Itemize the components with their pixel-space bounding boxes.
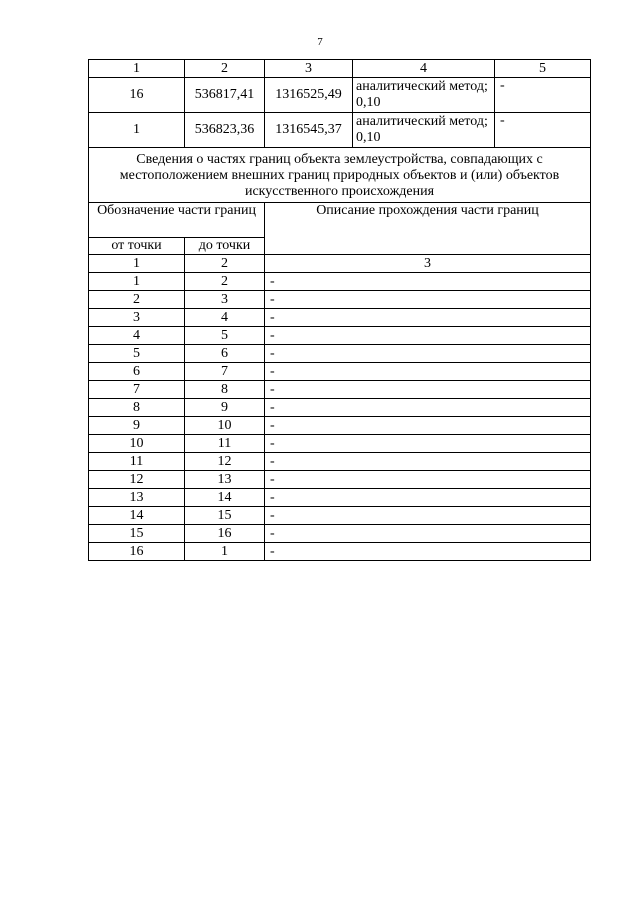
from-point: 7 — [89, 381, 185, 399]
determination-method: аналитический метод; 0,10 — [353, 78, 495, 113]
to-point: 10 — [185, 417, 265, 435]
table-row — [89, 273, 591, 291]
to-point: 7 — [185, 363, 265, 381]
table-row — [89, 363, 591, 381]
part-description: - — [265, 525, 591, 543]
from-point: 1 — [89, 273, 185, 291]
description-header: Описание прохождения части границ — [265, 203, 591, 255]
part-col-2: 2 — [185, 255, 265, 273]
header-col-4: 4 — [353, 60, 495, 78]
point-number: 16 — [89, 78, 185, 113]
coordinate-row — [89, 113, 591, 148]
part-description: - — [265, 273, 591, 291]
from-point: 6 — [89, 363, 185, 381]
coordinate-x: 536817,41 — [185, 78, 265, 113]
table-row — [89, 345, 591, 363]
to-point: 16 — [185, 525, 265, 543]
from-point: 14 — [89, 507, 185, 525]
section-title: Сведения о частях границ объекта землеустройства, совпадающих с местоположением внешних границ природных объектов и (или) объектов искусственного происхождения — [89, 148, 591, 203]
from-point: 2 — [89, 291, 185, 309]
header-col-3: 3 — [265, 60, 353, 78]
part-description: - — [265, 507, 591, 525]
point-note: - — [495, 113, 591, 148]
table-row — [89, 525, 591, 543]
table-row — [89, 381, 591, 399]
designation-header: Обозначение части границ — [89, 203, 265, 238]
to-point: 15 — [185, 507, 265, 525]
to-point: 2 — [185, 273, 265, 291]
column-number-row — [89, 60, 591, 78]
table-row — [89, 489, 591, 507]
from-point: 9 — [89, 417, 185, 435]
to-point: 13 — [185, 471, 265, 489]
part-description: - — [265, 309, 591, 327]
table-row — [89, 507, 591, 525]
part-description: - — [265, 381, 591, 399]
table-row — [89, 309, 591, 327]
table-row — [89, 399, 591, 417]
part-description: - — [265, 417, 591, 435]
part-description: - — [265, 489, 591, 507]
to-point: 12 — [185, 453, 265, 471]
table-row — [89, 453, 591, 471]
header-col-5: 5 — [495, 60, 591, 78]
table-row — [89, 327, 591, 345]
part-description: - — [265, 453, 591, 471]
part-header-row — [89, 203, 591, 238]
point-number: 1 — [89, 113, 185, 148]
from-point: 12 — [89, 471, 185, 489]
from-point: 11 — [89, 453, 185, 471]
to-point: 8 — [185, 381, 265, 399]
determination-method: аналитический метод; 0,10 — [353, 113, 495, 148]
to-point: 3 — [185, 291, 265, 309]
from-point: 10 — [89, 435, 185, 453]
table-row — [89, 417, 591, 435]
to-point-header: до точки — [185, 238, 265, 255]
coordinate-y: 1316525,49 — [265, 78, 353, 113]
from-point: 13 — [89, 489, 185, 507]
from-point: 8 — [89, 399, 185, 417]
to-point: 4 — [185, 309, 265, 327]
boundary-table — [88, 59, 591, 561]
table-row — [89, 543, 591, 561]
coordinate-row — [89, 78, 591, 113]
section-title-row — [89, 148, 591, 203]
part-description: - — [265, 435, 591, 453]
header-col-1: 1 — [89, 60, 185, 78]
point-note: - — [495, 78, 591, 113]
part-description: - — [265, 345, 591, 363]
header-col-2: 2 — [185, 60, 265, 78]
to-point: 11 — [185, 435, 265, 453]
coordinate-x: 536823,36 — [185, 113, 265, 148]
to-point: 1 — [185, 543, 265, 561]
part-col-3: 3 — [265, 255, 591, 273]
part-col-1: 1 — [89, 255, 185, 273]
table-row — [89, 291, 591, 309]
from-point: 5 — [89, 345, 185, 363]
to-point: 5 — [185, 327, 265, 345]
table-row — [89, 435, 591, 453]
part-description: - — [265, 327, 591, 345]
page-number: 7 — [317, 36, 323, 48]
from-point: 16 — [89, 543, 185, 561]
part-description: - — [265, 291, 591, 309]
part-description: - — [265, 543, 591, 561]
to-point: 6 — [185, 345, 265, 363]
from-point: 4 — [89, 327, 185, 345]
from-point: 15 — [89, 525, 185, 543]
part-description: - — [265, 363, 591, 381]
from-point: 3 — [89, 309, 185, 327]
part-description: - — [265, 399, 591, 417]
part-column-number-row — [89, 255, 591, 273]
coordinate-y: 1316545,37 — [265, 113, 353, 148]
table-row — [89, 471, 591, 489]
part-description: - — [265, 471, 591, 489]
to-point: 14 — [185, 489, 265, 507]
from-point-header: от точки — [89, 238, 185, 255]
to-point: 9 — [185, 399, 265, 417]
